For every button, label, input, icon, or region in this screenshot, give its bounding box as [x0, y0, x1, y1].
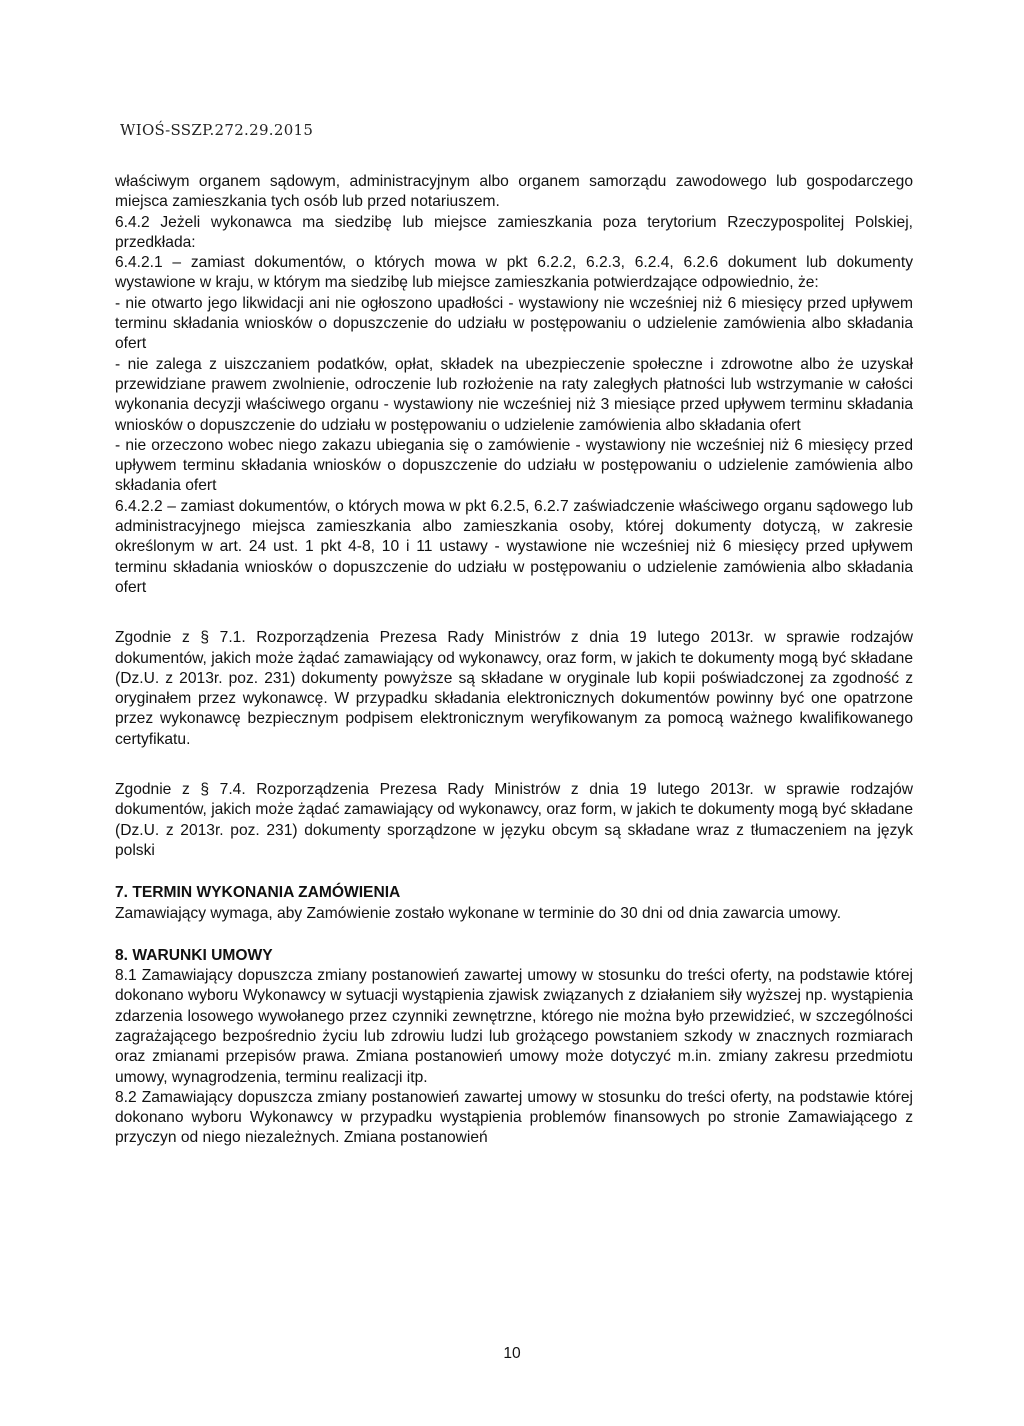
paragraph-completion-term: Zamawiający wymaga, aby Zamówienie zostało wykonane w terminie do 30 dni od dnia zawarcia umowy.	[115, 904, 842, 922]
paragraph-regulation-7-4: Zgodnie z § 7.4. Rozporządzenia Prezesa Rady Ministrów z dnia 19 lutego 2013r. w sprawie rodzajów dokumentów, jakich może żądać zamawiający od wykonawcy, oraz form, w jakich te dokumenty mogą być składane (Dz.U. z 2013r. poz. 231) dokumenty sporządzone w języku obcym są składane wraz z tłumaczeniem na język polski	[115, 781, 913, 859]
paragraph-8-2: 8.2 Zamawiający dopuszcza zmiany postanowień zawartej umowy w stosunku do treści oferty, na podstawie której dokonano wyboru Wykonawcy w przypadku wystąpienia problemów finansowych po stronie Zamawiającego z przyczyn od niego niezależnych. Zmiana postanowień	[115, 1088, 913, 1147]
paragraph-6-4-2-1: 6.4.2.1 – zamiast dokumentów, o których mowa w pkt 6.2.2, 6.2.3, 6.2.4, 6.2.6 dokument lub dokumenty wystawione w kraju, w którym ma siedzibę lub miejsce zamieszkania potwierdzające odpowiednio, że:	[115, 254, 913, 292]
spacer	[115, 598, 913, 628]
spacer	[115, 924, 913, 946]
list-item-no-arrears: - nie zalega z uiszczaniem podatków, opłat, składek na ubezpieczenie społeczne i zdrowotne albo że uzyskał przewidziane prawem zwolnienie, odroczenie lub rozłożenie na raty zaległych płatności lub wstrzymanie w całości wykonania decyzji właściwego organu - wystawiony nie wcześniej niż 3 miesiące przed upływem terminu składania wniosków o dopuszczenie do udziału w postępowaniu o udzielenie zamówienia albo składania ofert	[115, 355, 913, 434]
paragraph-6-4-2: 6.4.2 Jeżeli wykonawca ma siedzibę lub miejsce zamieszkania poza terytorium Rzeczypospolitej Polskiej, przedkłada:	[115, 213, 913, 251]
document-body	[115, 172, 913, 1149]
list-item-no-liquidation: - nie otwarto jego likwidacji ani nie ogłoszono upadłości - wystawiony nie wcześniej niż 6 miesięcy przed upływem terminu składania wniosków o dopuszczenie do udziału w postępowaniu o udzielenie zamówienia albo składania ofert	[115, 294, 913, 353]
spacer	[115, 861, 913, 883]
document-reference-number: WIOŚ-SSZP.272.29.2015	[120, 121, 314, 139]
section-heading-8: 8. WARUNKI UMOWY	[115, 946, 273, 964]
paragraph-8-1: 8.1 Zamawiający dopuszcza zmiany postanowień zawartej umowy w stosunku do treści oferty, na podstawie której dokonano wyboru Wykonawcy w sytuacji wystąpienia zjawisk związanych z działaniem siły wyższej np. wystąpienia zdarzenia losowego wywołanego przez czynniki zewnętrzne, którego nie można było przewidzieć, w szczególności zagrażającego bezpośrednio życiu lub zdrowiu ludzi lub grożącego powstaniem szkody w znacznych rozmiarach oraz zmianami przepisów prawa. Zmiana postanowień umowy może dotyczyć m.in. zmiany zakresu przedmiotu umowy, wynagrodzenia, terminu realizacji itp.	[115, 967, 913, 1086]
list-item-no-ban: - nie orzeczono wobec niego zakazu ubiegania się o zamówienie - wystawiony nie wcześniej niż 6 miesięcy przed upływem terminu składania wniosków o dopuszczenie do udziału w postępowaniu o udzielenie zamówienia albo składania ofert	[115, 436, 913, 495]
paragraph-regulation-7-1: Zgodnie z § 7.1. Rozporządzenia Prezesa Rady Ministrów z dnia 19 lutego 2013r. w sprawie rodzajów dokumentów, jakich może żądać zamawiający od wykonawcy, oraz form, w jakich te dokumenty mogą być składane (Dz.U. z 2013r. poz. 231) dokumenty powyższe są składane w oryginale lub kopii poświadczonej za zgodność z oryginałem przez wykonawcę. W przypadku składania elektronicznych dokumentów powinny być one opatrzone przez wykonawcę bezpiecznym podpisem elektronicznym weryfikowanym za pomocą ważnego kwalifikowanego certyfikatu.	[115, 629, 913, 748]
paragraph-6-4-2-2: 6.4.2.2 – zamiast dokumentów, o których mowa w pkt 6.2.5, 6.2.7 zaświadczenie właściwego organu sądowego lub administracyjnego miejsca zamieszkania albo zamieszkania osoby, której dokumenty dotyczą, w zakresie określonym w art. 24 ust. 1 pkt 4-8, 10 i 11 ustawy - wystawione nie wcześniej niż 6 miesięcy przed upływem terminu składania wniosków o dopuszczenie do udziału w postępowaniu o udzielenie zamówienia albo składania ofert	[115, 497, 913, 596]
page-number: 10	[503, 1345, 521, 1362]
spacer	[115, 750, 913, 780]
section-heading-7: 7. TERMIN WYKONANIA ZAMÓWIENIA	[115, 884, 401, 902]
paragraph-notary: właściwym organem sądowym, administracyjnym albo organem samorządu zawodowego lub gospodarczego miejsca zamieszkania tych osób lub przed notariuszem.	[115, 173, 913, 211]
